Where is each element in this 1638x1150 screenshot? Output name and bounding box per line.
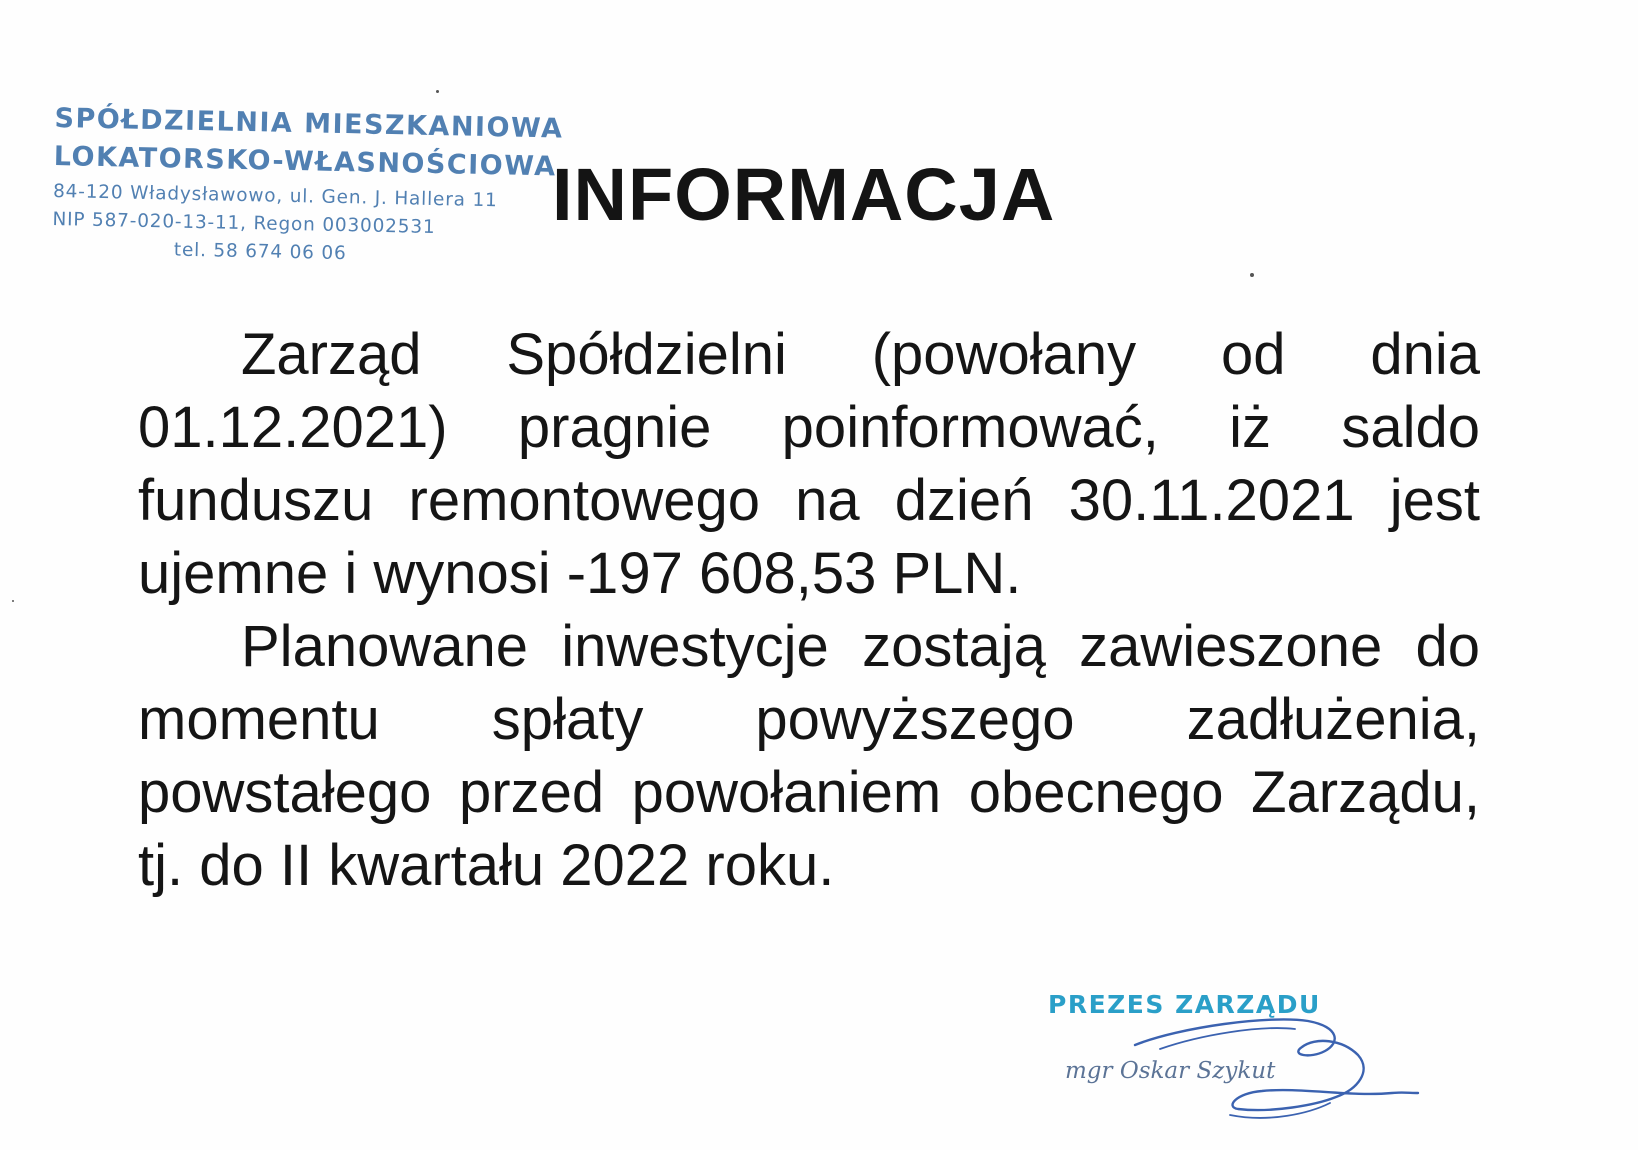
scan-speck	[1250, 273, 1254, 277]
signature-title: PREZES ZARZĄDU	[1048, 990, 1321, 1019]
document-title: INFORMACJA	[552, 153, 1056, 236]
signature-block	[1040, 985, 1440, 1135]
stamp-line-address: 84-120 Władysławowo, ul. Gen. J. Hallera 11	[52, 180, 498, 212]
cooperative-stamp	[52, 100, 564, 271]
stamp-line-name: SPÓŁDZIELNIA MIESZKANIOWA	[54, 102, 564, 145]
scan-speck	[436, 90, 439, 93]
paragraph-balance: Zarząd Spółdzielni (powołany od dnia 01.12.2021) pragnie poinformować, iż saldo funduszu remontowego na dzień 30.11.2021 jest ujemne i wynosi -197 608,53 PLN.	[138, 322, 1480, 606]
stamp-line-tax-ids: NIP 587-020-13-11, Regon 003002531	[52, 208, 436, 238]
signature-name: mgr Oskar Szykut	[1065, 1058, 1276, 1084]
stamp-line-phone: tel. 58 674 06 06	[173, 239, 347, 265]
scan-speck	[12, 600, 14, 602]
document-body	[138, 318, 1480, 902]
stamp-line-type: LOKATORSKO-WŁASNOŚCIOWA	[53, 140, 557, 183]
paragraph-investments: Planowane inwestycje zostają zawieszone do momentu spłaty powyższego zadłużenia, powstałego przed powołaniem obecnego Zarządu, tj. do II kwartału 2022 roku.	[138, 614, 1480, 898]
